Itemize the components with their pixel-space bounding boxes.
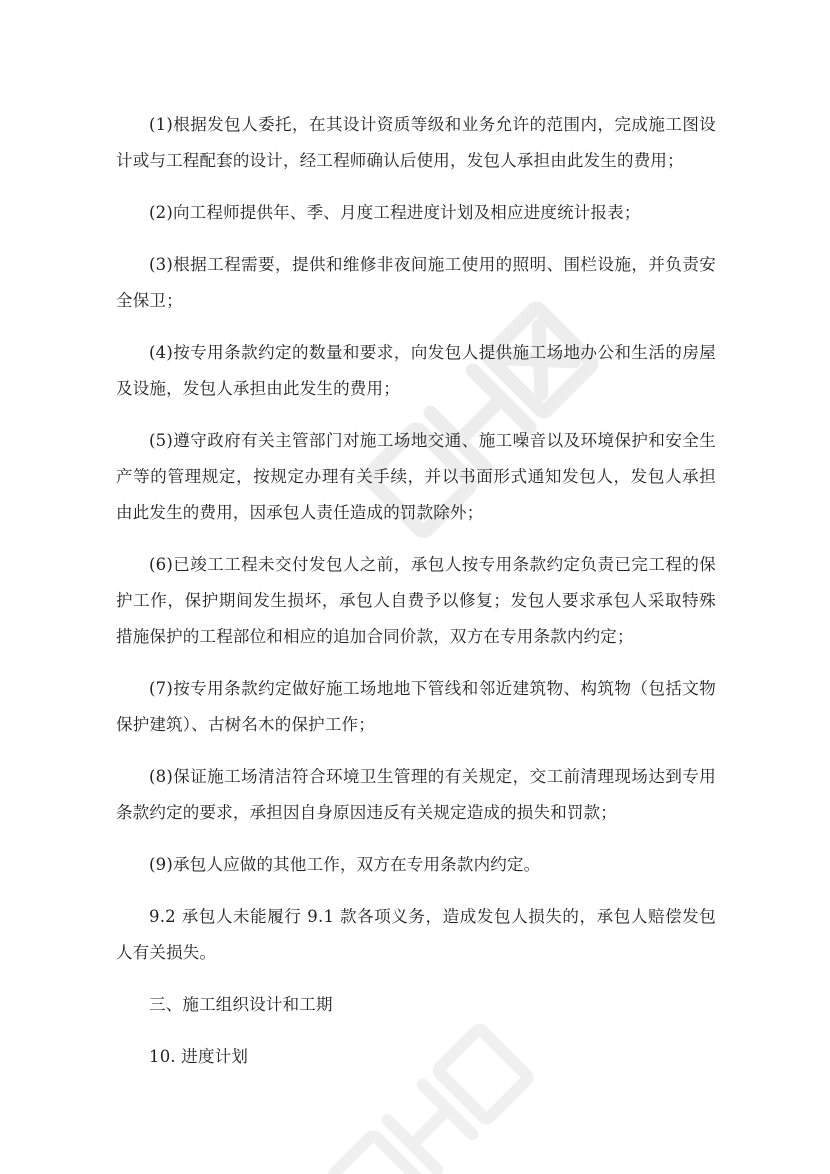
section-heading: 三、施工组织设计和工期 [149, 995, 333, 1014]
paragraph-clause-3: (3)根据工程需要，提供和维修非夜间施工使用的照明、围栏设施，并负责安全保卫； [116, 255, 716, 310]
paragraph-clause-9: (9)承包人应做的其他工作，双方在专用条款内约定。 [149, 855, 541, 874]
paragraph-clause-4: (4)按专用条款约定的数量和要求，向发包人提供施工场地办公和生活的房屋及设施，发包人承担由此发生的费用； [116, 343, 716, 398]
paragraph-clause-6: (6)已竣工工程未交付发包人之前，承包人按专用条款约定负责已完工程的保护工作，保护期间发生损坏，承包人自费予以修复；发包人要求承包人采取特殊措施保护的工程部位和相应的追加合同价款，双方在专用条款内约定； [116, 555, 716, 646]
document-body [116, 107, 716, 1091]
paragraph-section-9-2: 9.2 承包人未能履行 9.1 款各项义务，造成发包人损失的，承包人赔偿发包人有关损失。 [116, 907, 716, 962]
paragraph-clause-7: (7)按专用条款约定做好施工场地地下管线和邻近建筑物、构筑物（包括文物保护建筑）、古树名木的保护工作； [116, 679, 716, 734]
paragraph-clause-8: (8)保证施工场清洁符合环境卫生管理的有关规定，交工前清理现场达到专用条款约定的要求，承担因自身原因违反有关规定造成的损失和罚款； [116, 767, 716, 822]
paragraph-clause-2: (2)向工程师提供年、季、月度工程进度计划及相应进度统计报表； [149, 203, 641, 222]
subsection-heading: 10. 进度计划 [149, 1047, 249, 1066]
paragraph-clause-1: (1)根据发包人委托，在其设计资质等级和业务允许的范围内，完成施工图设计或与工程配套的设计，经工程师确认后使用，发包人承担由此发生的费用； [116, 115, 716, 170]
paragraph-clause-5: (5)遵守政府有关主管部门对施工场地交通、施工噪音以及环境保护和安全生产等的管理规定，按规定办理有关手续，并以书面形式通知发包人，发包人承担由此发生的费用，因承包人责任造成的罚款除外； [116, 431, 716, 522]
